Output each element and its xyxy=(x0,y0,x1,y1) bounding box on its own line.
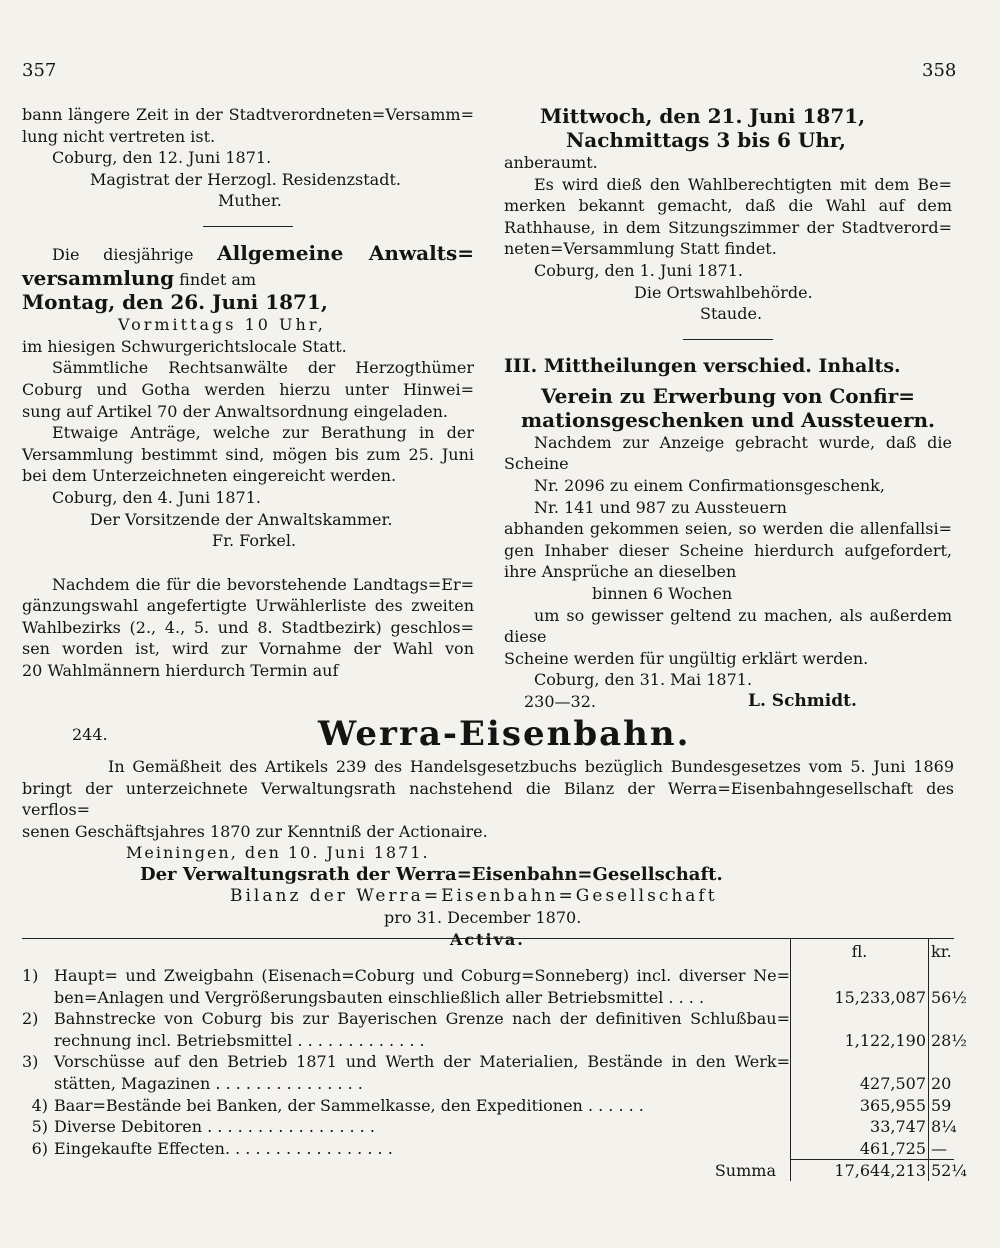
text-line: Nr. 2096 zu einem Confirmationsgeschenk, xyxy=(534,475,885,495)
text-line: 20 Wahlmännern hierdurch Termin auf xyxy=(22,661,339,681)
headline-time: Nachmittags 3 bis 6 Uhr, xyxy=(566,128,846,152)
reference-number: 230—32. xyxy=(524,691,596,711)
text-line: lung nicht vertreten ist. xyxy=(22,126,216,146)
section-mittheilungen xyxy=(504,354,952,713)
separator-rule xyxy=(683,339,773,340)
value-fl: 461,725 xyxy=(859,1138,926,1158)
notice-signature: Muther. xyxy=(218,191,282,211)
notice-date: Coburg, den 31. Mai 1871. xyxy=(534,670,753,690)
text-line: senen Geschäftsjahres 1870 zur Kenntniß der Actionaire. xyxy=(22,821,488,841)
text-line: merken bekannt gemacht, daß die Wahl auf dem xyxy=(504,196,952,216)
separator-rule xyxy=(203,226,293,227)
sum-fl: 17,644,213 xyxy=(834,1160,926,1180)
text-line: anberaumt. xyxy=(504,153,598,172)
notice-date: Coburg, den 12. Juni 1871. xyxy=(52,148,272,168)
value-kr: 28½ xyxy=(931,1030,967,1050)
value-kr: 56½ xyxy=(931,987,967,1007)
value-kr: 20 xyxy=(931,1073,952,1093)
notice-signature: Fr. Forkel. xyxy=(212,531,297,551)
text-line: bringt der unterzeichnete Verwaltungsrath nachstehend die Bilanz der Werra=Eisenbahngesellschaft des verflos= xyxy=(22,778,954,820)
value-fl: 1,122,190 xyxy=(844,1030,926,1050)
table-row xyxy=(22,1008,967,1051)
row-number: 1) xyxy=(22,966,39,985)
text-line: Etwaige Anträge, welche zur Berathung in der xyxy=(52,423,474,443)
table-row xyxy=(22,1116,957,1138)
bilanz-title: Bilanz der Werra=Eisenbahn=Gesellschaft xyxy=(230,885,718,906)
event-time: Vormittags 10 Uhr, xyxy=(118,315,326,335)
text-line: Sämmtliche Rechtsanwälte der Herzogthümer xyxy=(52,358,474,378)
section-heading: III. Mittheilungen verschied. Inhalts. xyxy=(504,354,901,377)
notice-date: Coburg, den 1. Juni 1871. xyxy=(534,260,743,280)
activa-label: Activa. xyxy=(450,929,525,949)
column-fl xyxy=(790,939,928,965)
row-text: Haupt= und Zweigbahn (Eisenach=Coburg und Coburg=Sonneberg) incl. diverser Ne= xyxy=(54,966,790,985)
column-kr xyxy=(928,939,954,965)
notice-authority: Der Verwaltungsrath der Werra=Eisenbahn=Gesellschaft. xyxy=(140,863,723,885)
header-kr: kr. xyxy=(931,942,952,961)
sum-kr: 52¼ xyxy=(931,1160,967,1180)
text-line: um so gewisser geltend zu machen, als außerdem diese xyxy=(504,605,952,647)
event-date: Montag, den 26. Juni 1871, xyxy=(22,290,328,315)
notice-signature: L. Schmidt. xyxy=(748,690,857,711)
row-text: Vorschüsse auf den Betrieb 1871 und Werth der Materialien, Bestände in den Werk= xyxy=(54,1052,790,1072)
right-column xyxy=(504,104,952,712)
text-line: sen worden ist, wird zur Vornahme der Wahl von xyxy=(22,639,474,659)
text-line: gänzungswahl angefertigte Urwählerliste des zweiten xyxy=(22,596,474,616)
value-fl: 15,233,087 xyxy=(834,987,926,1007)
left-column xyxy=(22,104,474,682)
text-line: Scheine xyxy=(504,454,569,474)
text-line: Nachdem zur Anzeige gebracht wurde, daß die xyxy=(534,432,952,452)
section-title: mationsgeschenken und Aussteuern. xyxy=(520,407,935,432)
row-text: rechnung incl. Betriebsmittel . . . . . . . . . . . . . xyxy=(54,1030,425,1050)
notice-number: 244. xyxy=(72,725,108,744)
value-kr: 59 xyxy=(931,1095,952,1115)
table-row xyxy=(22,1095,954,1117)
text-line: im hiesigen Schwurgerichtslocale Statt. xyxy=(22,336,347,356)
table-row xyxy=(22,1051,954,1094)
notice-date: Meiningen, den 10. Juni 1871. xyxy=(126,843,430,863)
text-line: Versammlung bestimmt sind, mögen bis zum 25. Juni xyxy=(22,444,474,464)
notice-signature: Staude. xyxy=(700,304,763,324)
row-number: 4) xyxy=(31,1095,48,1115)
text-line: In Gemäßheit des Artikels 239 des Handelsgesetzbuchs bezüglich Bundesgesetzes vom 5. Juni 1869 xyxy=(108,757,954,776)
text-line: Scheine werden für ungültig erklärt werden. xyxy=(504,648,869,668)
text-line: binnen 6 Wochen xyxy=(592,583,733,603)
notice-magistrat xyxy=(22,104,474,212)
row-number: 3) xyxy=(22,1052,39,1072)
text-span: Die diesjährige xyxy=(52,244,218,264)
text-line: Es wird dieß den Wahlberechtigten mit dem Be= xyxy=(534,174,952,194)
row-text: Bahnstrecke von Coburg bis zur Bayerischen Grenze nach der definitiven Schlußbau= xyxy=(54,1009,790,1029)
text-line: Nr. 141 und 987 zu Aussteuern xyxy=(534,497,787,517)
notice-wahl xyxy=(22,574,474,682)
row-number: 2) xyxy=(22,1009,39,1029)
text-line: Nachdem die für die bevorstehende Landtags=Er= xyxy=(52,574,474,594)
row-number: 6) xyxy=(31,1138,48,1158)
notice-authority: Magistrat der Herzogl. Residenzstadt. xyxy=(90,169,401,189)
text-line: abhanden gekommen seien, so werden die allenfallsi= xyxy=(504,519,952,539)
notice-headline: Werra-Eisenbahn. xyxy=(318,714,691,754)
balance-table xyxy=(22,938,967,1181)
text-line: ihre Ansprüche an dieselben xyxy=(504,562,737,582)
section-title: Verein zu Erwerbung von Confir= xyxy=(540,383,915,408)
text-span: findet am xyxy=(174,269,257,289)
value-fl: 427,507 xyxy=(859,1073,926,1093)
table-row xyxy=(22,965,967,1008)
page-number-left: 357 xyxy=(22,60,57,81)
bilanz-date: pro 31. December 1870. xyxy=(384,908,582,928)
row-text: ben=Anlagen und Vergrößerungsbauten einschließlich aller Betriebsmittel . . . . xyxy=(54,987,705,1007)
row-text: Baar=Bestände bei Banken, der Sammelkasse, den Expeditionen . . . . . . xyxy=(54,1095,644,1115)
page-number-right: 358 xyxy=(922,60,957,81)
notice-anwaltsversammlung xyxy=(22,241,474,552)
table-row xyxy=(22,1138,954,1160)
headline-span: versammlung xyxy=(22,265,175,290)
text-line: Rathhause, in dem Sitzungszimmer der Stadtverord= xyxy=(504,217,952,237)
value-kr: — xyxy=(931,1138,947,1158)
value-fl: 33,747 xyxy=(870,1117,926,1137)
row-text: Eingekaufte Effecten. . . . . . . . . . . . . . . . . xyxy=(54,1138,393,1158)
text-line: bei dem Unterzeichneten eingereicht werden. xyxy=(22,466,397,486)
notice-authority: Die Ortswahlbehörde. xyxy=(634,282,813,302)
table-sum-row xyxy=(22,1159,967,1181)
text-line: bann längere Zeit in der Stadtverordneten=Versamm= xyxy=(22,105,474,124)
text-line: sung auf Artikel 70 der Anwaltsordnung eingeladen. xyxy=(22,401,448,421)
text-line: gen Inhaber dieser Scheine hierdurch aufgefordert, xyxy=(504,540,952,560)
row-text: Diverse Debitoren . . . . . . . . . . . . . . . . . xyxy=(54,1117,375,1137)
header-fl: fl. xyxy=(851,942,868,961)
werra-eisenbahn-notice xyxy=(22,712,954,950)
table-header xyxy=(22,939,954,965)
value-kr: 8¼ xyxy=(931,1117,957,1137)
text-line: neten=Versammlung Statt findet. xyxy=(504,239,777,259)
text-line: Wahlbezirks (2., 4., 5. und 8. Stadtbezirk) geschlos= xyxy=(22,617,474,637)
notice-wahl-continued xyxy=(504,104,952,325)
row-number: 5) xyxy=(31,1117,48,1137)
notice-date: Coburg, den 4. Juni 1871. xyxy=(52,487,261,507)
row-text: stätten, Magazinen . . . . . . . . . . . . . . . xyxy=(54,1073,363,1093)
text-line: Coburg und Gotha werden hierzu unter Hinwei= xyxy=(22,379,474,399)
notice-authority: Der Vorsitzende der Anwaltskammer. xyxy=(90,509,393,529)
headline-date: Mittwoch, den 21. Juni 1871, xyxy=(540,104,866,128)
value-fl: 365,955 xyxy=(859,1095,926,1115)
sum-label: Summa xyxy=(714,1160,776,1180)
headline-span: Allgemeine Anwalts= xyxy=(217,240,474,265)
